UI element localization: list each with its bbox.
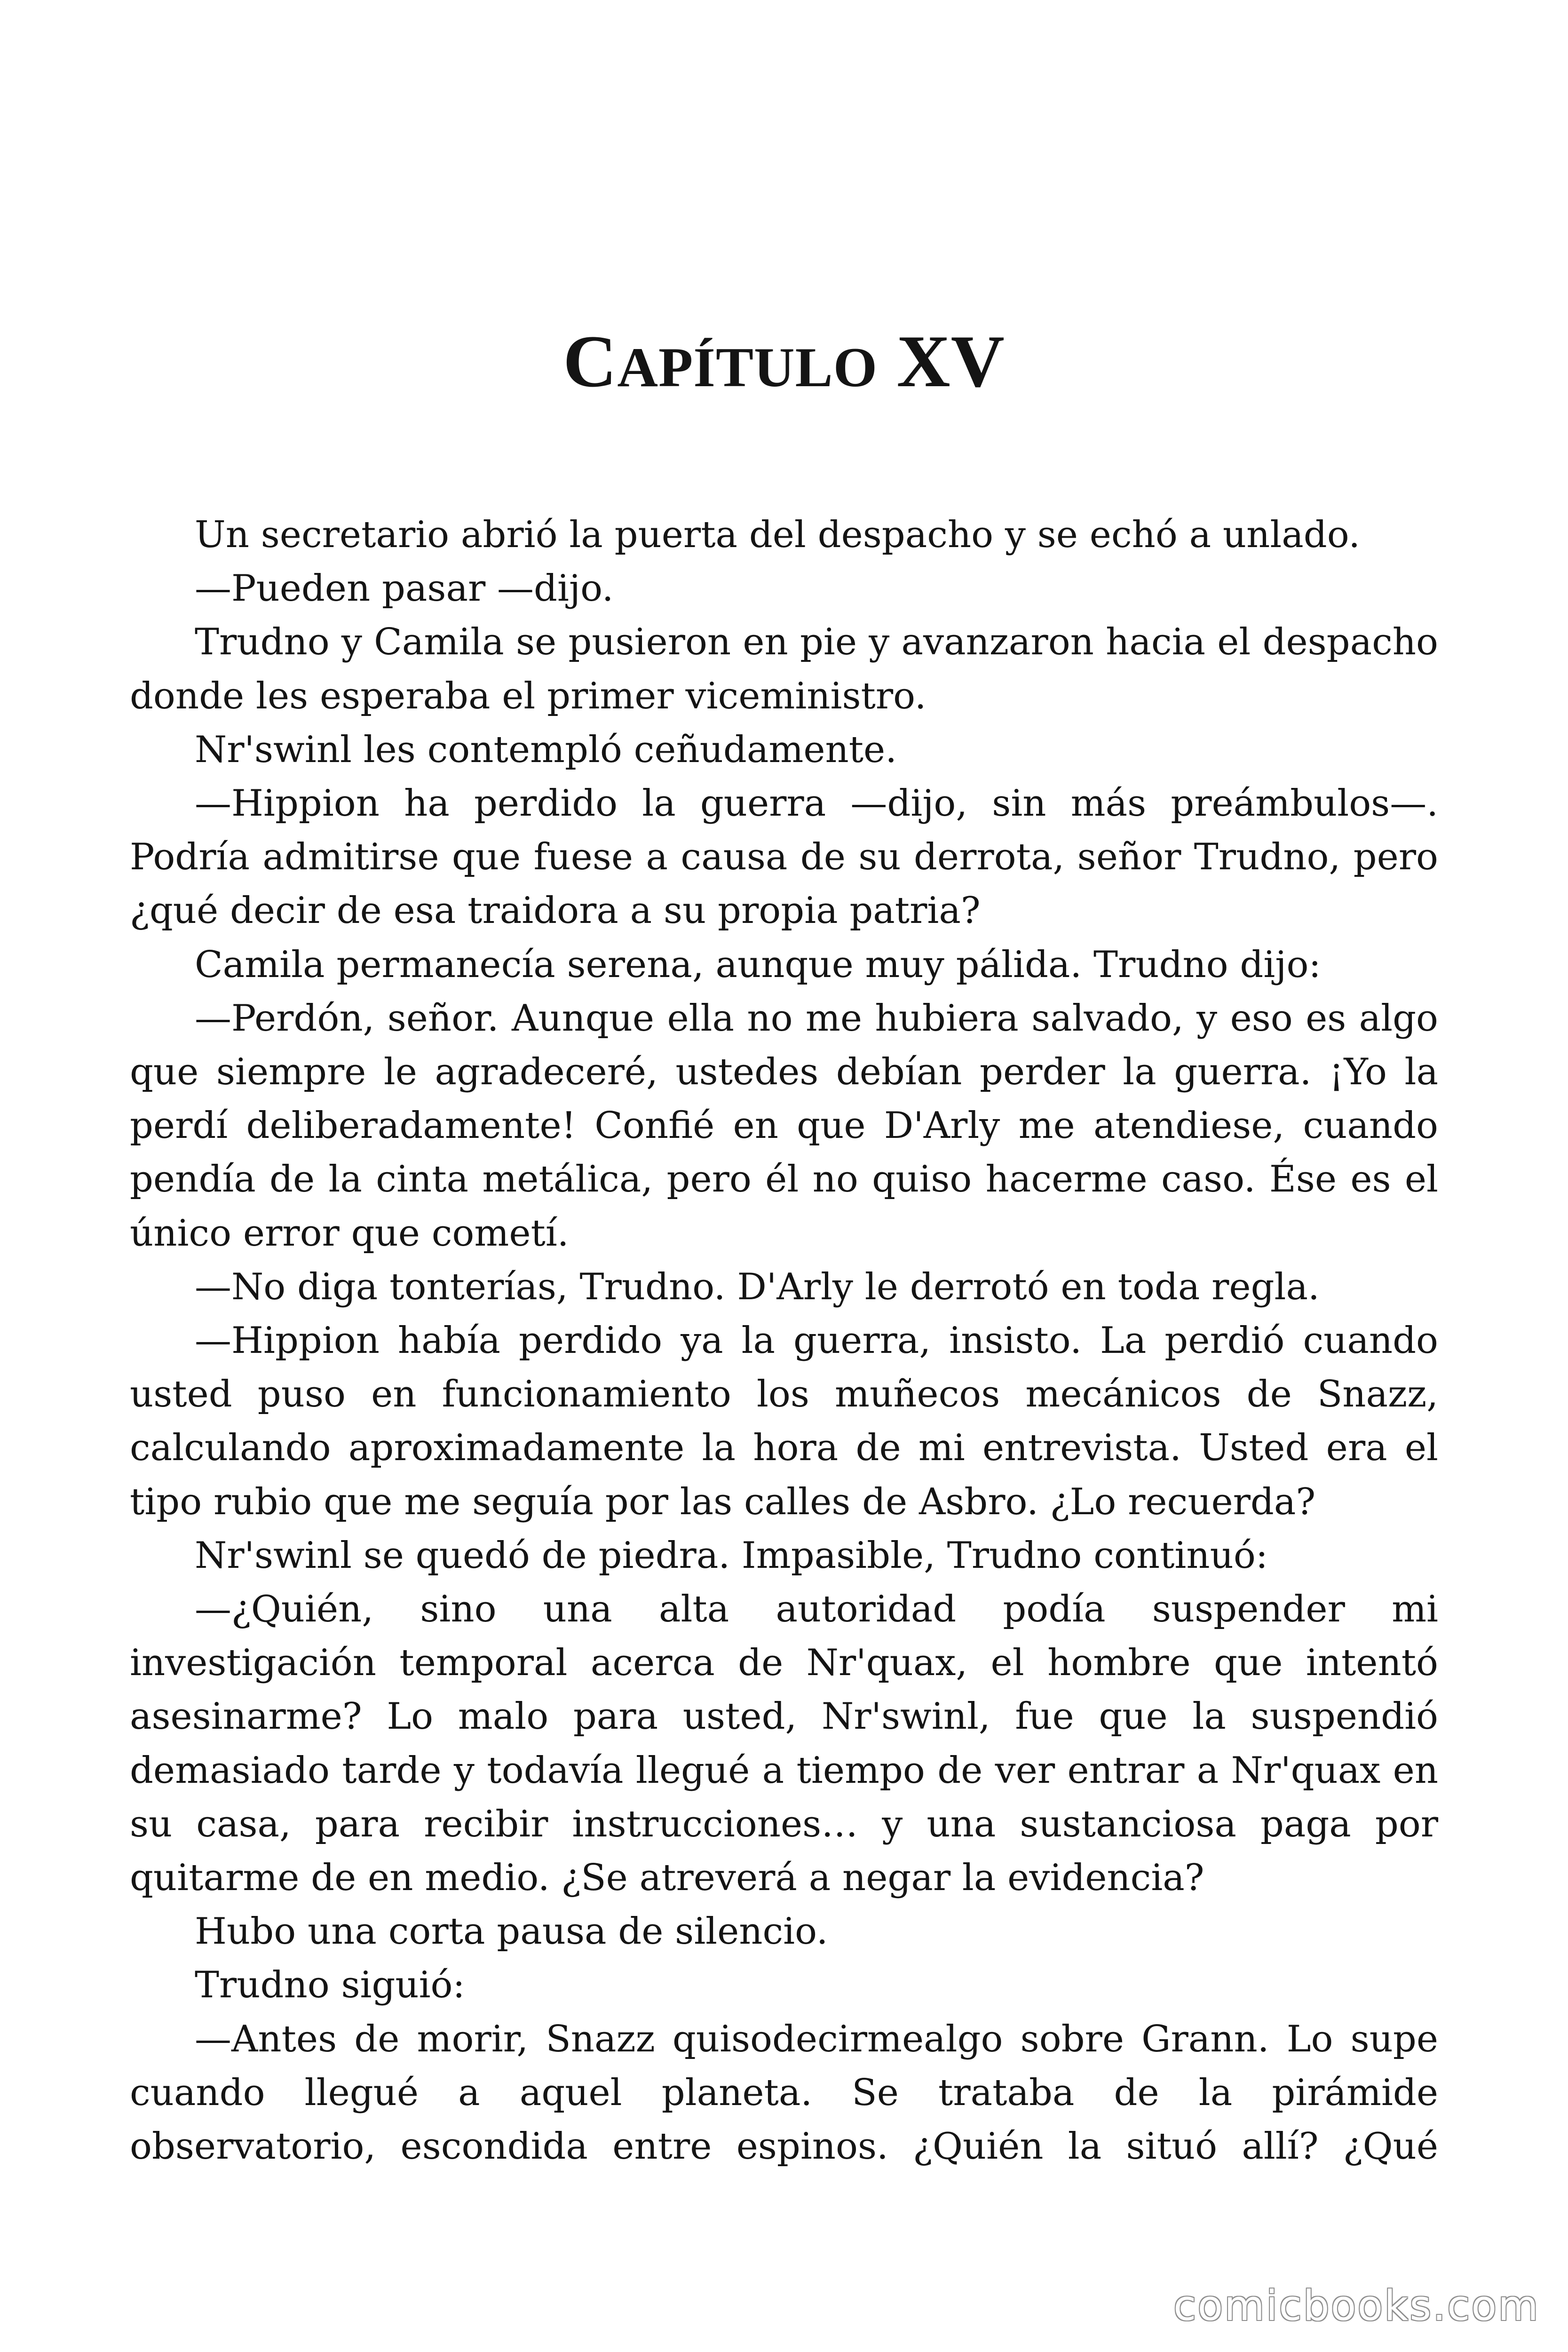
paragraph: —Antes de morir, Snazz quisodecirmealgo sobre Grann. Lo supe cuando llegué a aquel planeta. Se trataba de la pirámide observatorio, escondida entre espinos. ¿Quién la situó allí? ¿Qué — [130, 2018, 1438, 2168]
watermark: comicbooks.com — [1173, 2281, 1540, 2330]
paragraph: Un secretario abrió la puerta del despacho y se echó a unlado. — [195, 514, 1361, 556]
chapter-number: XV — [896, 320, 1005, 403]
paragraph: —¿Quién, sino una alta autoridad podía suspender mi investigación temporal acerca de Nr'quax, el hombre que intentó asesinarme? Lo malo para usted, Nr'swinl, fue que la suspendió demasiado tarde y todavía llegué a tiempo de ver entrar a Nr'quax en su casa, para recibir instrucciones… y una sustanciosa paga por quitarme de en medio. ¿Se atreverá a negar la evidencia? — [130, 1588, 1438, 1899]
paragraph: Trudno siguió: — [195, 1964, 465, 2007]
paragraph: —No diga tonterías, Trudno. D'Arly le derrotó en toda regla. — [195, 1265, 1320, 1308]
paragraph: Hubo una corta pausa de silencio. — [195, 1910, 828, 1953]
paragraph: Nr'swinl les contempló ceñudamente. — [195, 728, 897, 771]
paragraph: Camila permanecía serena, aunque muy pálida. Trudno dijo: — [195, 943, 1321, 986]
paragraph: —Pueden pasar —dijo. — [195, 567, 614, 610]
paragraph: Nr'swinl se quedó de piedra. Impasible, Trudno continuó: — [195, 1534, 1268, 1577]
paragraph: —Hippion ha perdido la guerra —dijo, sin más preámbulos—. Podría admitirse que fuese a causa de su derrota, señor Trudno, pero ¿qué decir de esa traidora a su propia patria? — [130, 782, 1438, 932]
chapter-title — [0, 320, 1568, 403]
chapter-body — [130, 508, 1438, 2173]
chapter-title-smallcaps: APÍTULO — [617, 336, 878, 398]
paragraph: Trudno y Camila se pusieron en pie y avanzaron hacia el despacho donde les esperaba el primer viceministro. — [130, 621, 1438, 717]
chapter-title-initial: C — [563, 320, 618, 403]
paragraph: —Hippion había perdido ya la guerra, insisto. La perdió cuando usted puso en funcionamiento los muñecos mecánicos de Snazz, calculando aproximadamente la hora de mi entrevista. Usted era el tipo rubio que me seguía por las calles de Asbro. ¿Lo recuerda? — [130, 1319, 1438, 1523]
paragraph: —Perdón, señor. Aunque ella no me hubiera salvado, y eso es algo que siempre le agradeceré, ustedes debían perder la guerra. ¡Yo la perdí deliberadamente! Confié en que D'Arly me atendiese, cuando pendía de la cinta metálica, pero él no quiso hacerme caso. Ése es el único error que cometí. — [130, 997, 1438, 1255]
